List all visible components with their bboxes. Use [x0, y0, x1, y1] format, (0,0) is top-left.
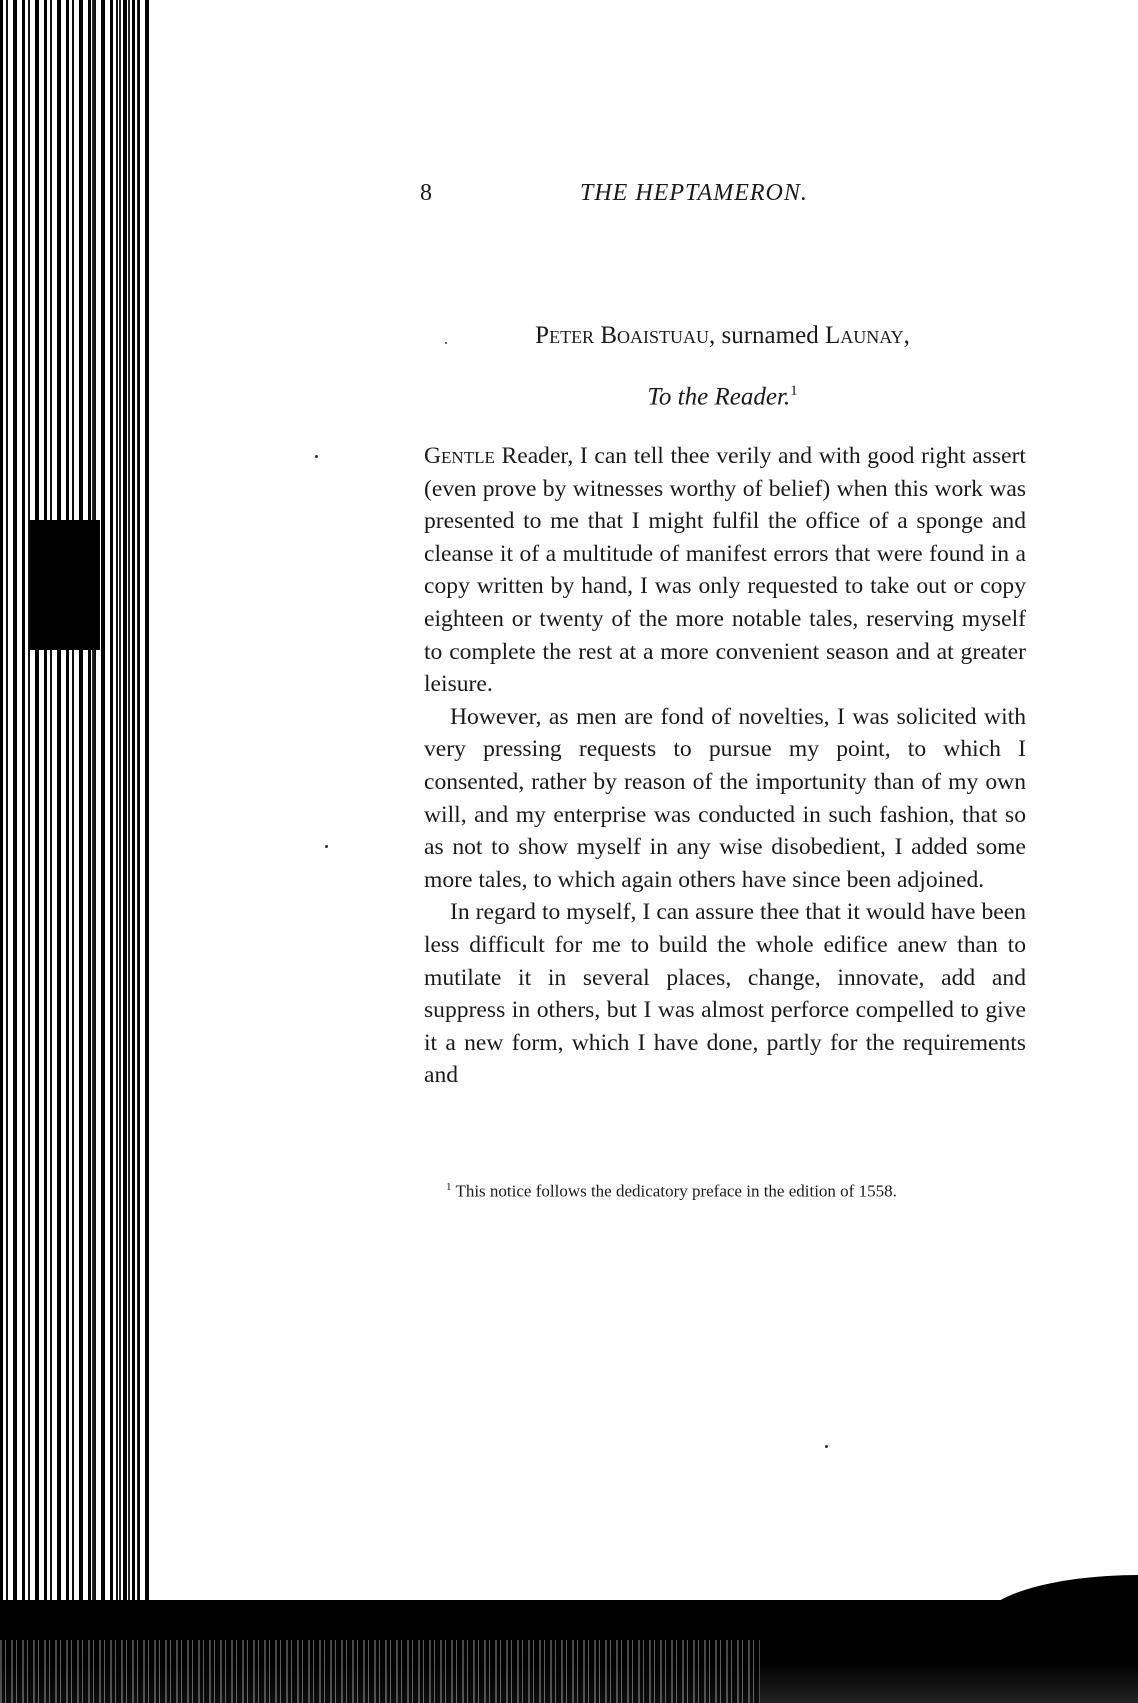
section-subheading [420, 383, 1025, 411]
running-title: THE HEPTAMERON. [580, 180, 808, 206]
heading-surnamed: surnamed [721, 322, 819, 349]
drop-word: Gentle [424, 443, 495, 469]
page-number: 8 [420, 180, 432, 206]
footnote-mark: 1 [446, 1181, 452, 1193]
page-header [420, 180, 980, 214]
heading-first-name: Peter [535, 322, 595, 349]
paragraph-3: In regard to myself, I can assure thee that it would have been less difficult for me to build the whole edifice anew than to mutilate it in several places, change, innovate, add and suppress in others, but I was almost perforce compelled to give it a new form, which I have done, partly for the requirements and [424, 899, 1026, 1089]
footnote-reference[interactable]: 1 [790, 383, 798, 399]
footnote-text: This notice follows the dedicatory preface in the edition of 1558. [455, 1181, 897, 1201]
scan-speck [315, 455, 318, 458]
heading-last-name: Boaistuau, [600, 322, 716, 349]
gutter-shadow [30, 520, 100, 650]
body-text [424, 440, 1026, 1092]
book-gutter-edge [92, 0, 150, 1620]
scan-speck [825, 1445, 828, 1448]
paragraph-1-text: Reader, I can tell thee verily and with good right assert (even prove by witnesses worthy of belief) when this work was presented to me that I might fulfil the office of a sponge and cleanse it of a multitude of manifest errors that were found in a copy written by hand, I was only requested to take out or copy eighteen or twenty of the more notable tales, reserving myself to complete the rest at a more convenient season and at greater leisure. [424, 443, 1026, 698]
page-curl [980, 1575, 1138, 1635]
footnote [428, 1176, 1026, 1203]
heading-alias: Launay, [824, 322, 910, 349]
scan-speck [325, 845, 328, 848]
section-heading [420, 322, 1025, 350]
paragraph-2: However, as men are fond of novelties, I was solicited with very pressing requests to pursue my point, to which I consented, rather by reason of the importunity than of my own will, and my enterprise was conducted in such fashion, that so as not to show myself in any wise disobedient, I added some more tales, to which again others have since been adjoined. [424, 703, 1026, 893]
paragraph-1 [424, 440, 1026, 701]
subheading-text: To the Reader. [647, 383, 791, 411]
scan-bottom-texture [0, 1640, 760, 1703]
